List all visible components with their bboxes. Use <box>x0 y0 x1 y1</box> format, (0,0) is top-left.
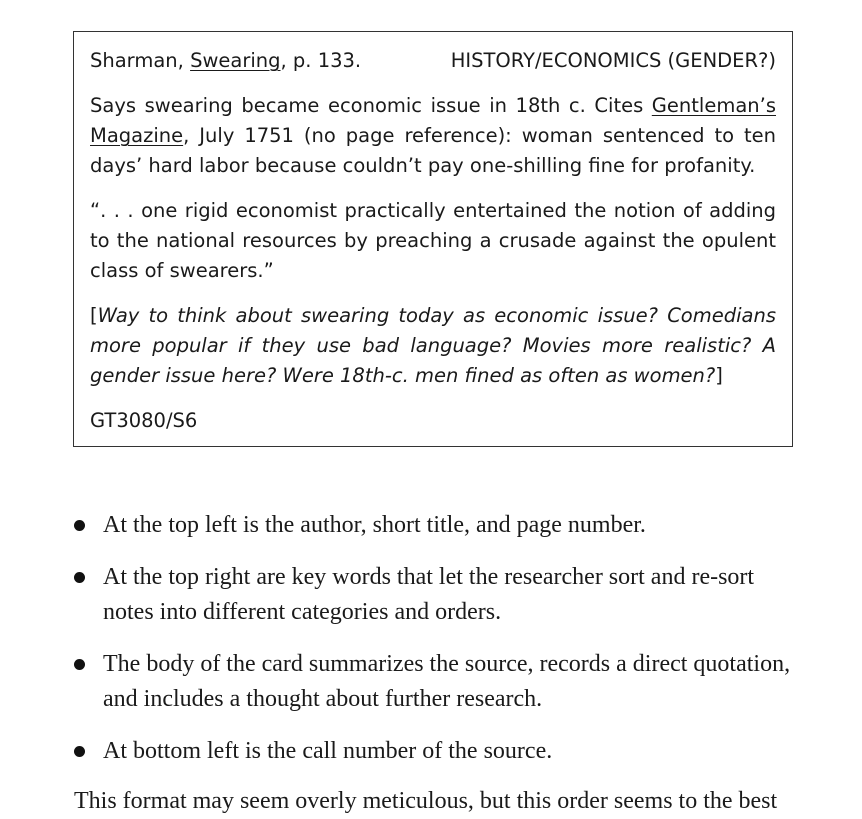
bullet-icon <box>74 659 85 670</box>
summary-post: , July 1751 (no page reference): woman sentenced to ten days’ hard labor because couldn’t pay one-shilling fine for profanity. <box>90 124 776 177</box>
list-item-text: At the top left is the author, short title, and page number. <box>103 512 646 538</box>
research-note <box>90 301 776 391</box>
card-header <box>90 46 776 76</box>
bullet-icon <box>74 746 85 757</box>
call-number: GT3080/S6 <box>90 409 198 432</box>
bullet-icon <box>74 572 85 583</box>
note-close-bracket: ] <box>715 364 723 387</box>
list-item-text: At bottom left is the call number of the source. <box>103 738 553 764</box>
list-item <box>74 560 794 630</box>
bullet-icon <box>74 520 85 531</box>
note-card <box>73 31 793 447</box>
note-text: Way to think about swearing today as economic issue? Comedians more popular if they use bad language? Movies more realistic? A gender issue here? Were 18th-c. men fined as often as women? <box>90 304 776 387</box>
explanation-list <box>74 508 794 786</box>
page-number: , p. 133. <box>280 49 362 72</box>
list-item <box>74 508 794 543</box>
cutoff-paragraph: This format may seem overly meticulous, but this order seems to the best <box>74 788 778 814</box>
note-open-bracket: [ <box>90 304 98 327</box>
list-item <box>74 734 794 769</box>
citation <box>90 46 361 76</box>
list-item-text: The body of the card summarizes the source, records a direct quotation, and includes a thought about further research. <box>103 651 791 712</box>
summary-pre: Says swearing became economic issue in 18th c. Cites <box>90 94 652 117</box>
list-item-text: At the top right are key words that let the researcher sort and re-sort notes into different categories and orders. <box>103 564 755 625</box>
summary-paragraph <box>90 91 776 181</box>
quotation-paragraph: “. . . one rigid economist practically entertained the notion of adding to the national resources by preaching a crusade against the opulent class of swearers.” <box>90 199 776 282</box>
keywords: HISTORY/ECONOMICS (GENDER?) <box>450 49 776 72</box>
list-item <box>74 647 794 717</box>
summary-source-title: Gentleman’s Magazine <box>90 94 776 147</box>
short-title: Swearing <box>190 49 281 72</box>
author-name: Sharman, <box>90 49 191 72</box>
